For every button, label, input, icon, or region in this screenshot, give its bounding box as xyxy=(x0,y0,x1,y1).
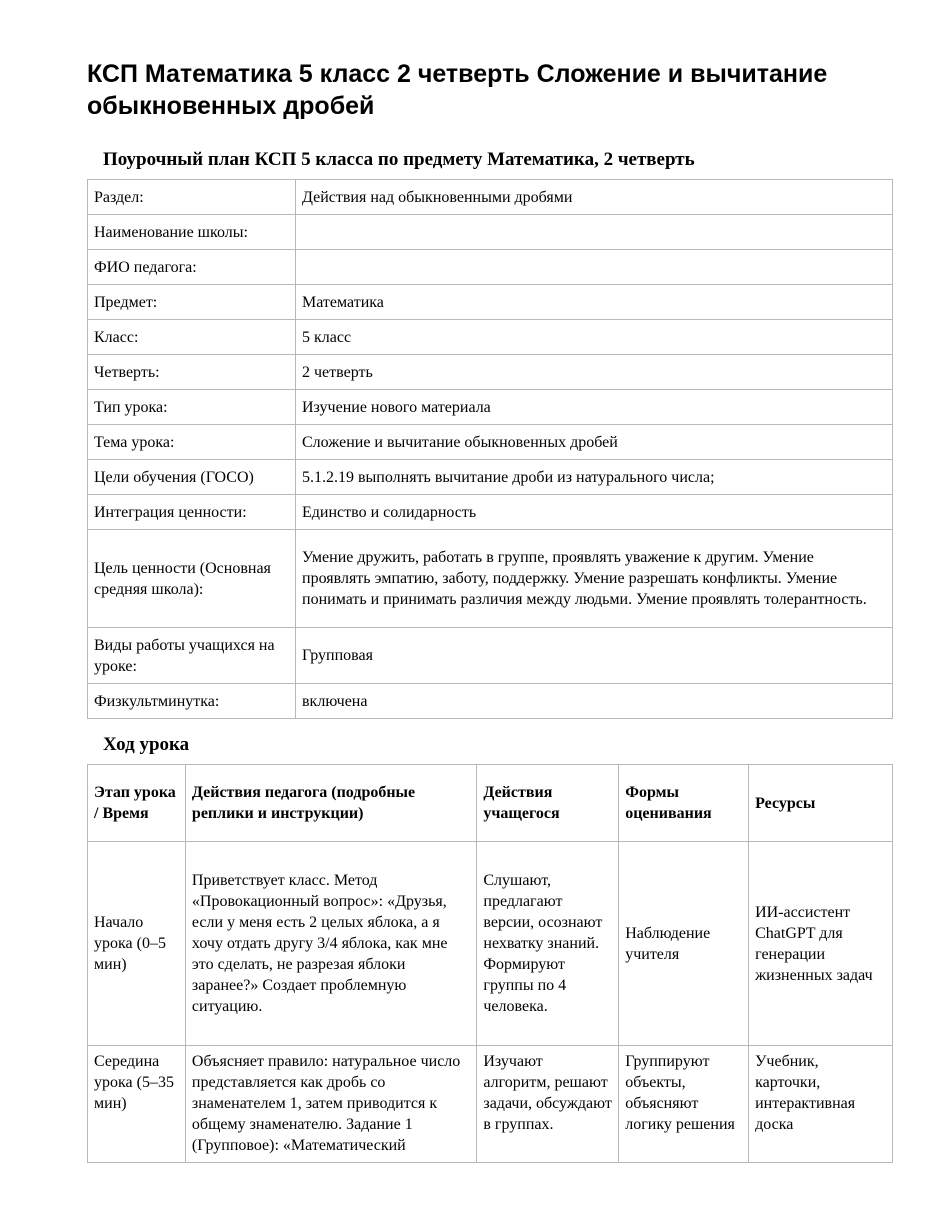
lesson-table xyxy=(87,764,893,1163)
row-label: Виды работы учащихся на уроке: xyxy=(88,628,296,684)
row-value: 5 класс xyxy=(296,320,893,355)
plan-heading: Поурочный план КСП 5 класса по предмету Математика, 2 четверть xyxy=(103,149,695,170)
row-value: Изучение нового материала xyxy=(296,390,893,425)
table-row xyxy=(88,842,893,1046)
table-row xyxy=(88,684,893,719)
row-value: включена xyxy=(296,684,893,719)
table-row xyxy=(88,425,893,460)
row-value: Действия над обыкновенными дробями xyxy=(296,180,893,215)
row-value: Единство и солидарность xyxy=(296,495,893,530)
row-value: Сложение и вычитание обыкновенных дробей xyxy=(296,425,893,460)
column-header: Ресурсы xyxy=(749,765,893,842)
row-label: Тип урока: xyxy=(88,390,296,425)
row-value: Математика xyxy=(296,285,893,320)
table-row xyxy=(88,1046,893,1163)
assessment-cell: Наблюдение учителя xyxy=(619,842,749,1046)
row-value: 5.1.2.19 выполнять вычитание дроби из натурального числа; xyxy=(296,460,893,495)
row-value: Групповая xyxy=(296,628,893,684)
lesson-heading: Ход урока xyxy=(103,734,190,755)
stage-cell: Начало урока (0–5 мин) xyxy=(88,842,186,1046)
table-row xyxy=(88,628,893,684)
row-label: Раздел: xyxy=(88,180,296,215)
row-label: Предмет: xyxy=(88,285,296,320)
student-actions-cell: Изучают алгоритм, решают задачи, обсуждают в группах. xyxy=(477,1046,619,1163)
table-row xyxy=(88,355,893,390)
table-row xyxy=(88,530,893,628)
document-title: КСП Математика 5 класс 2 четверть Сложение и вычитание обыкновенных дробей xyxy=(87,60,828,120)
row-label: Физкультминутка: xyxy=(88,684,296,719)
column-header: Этап урока / Время xyxy=(88,765,186,842)
row-label: ФИО педагога: xyxy=(88,250,296,285)
row-value xyxy=(296,215,893,250)
row-label: Интеграция ценности: xyxy=(88,495,296,530)
stage-cell: Середина урока (5–35 мин) xyxy=(88,1046,186,1163)
row-label: Цель ценности (Основная средняя школа): xyxy=(88,530,296,628)
table-row xyxy=(88,250,893,285)
resources-cell: ИИ-ассистент ChatGPT для генерации жизненных задач xyxy=(749,842,893,1046)
row-value xyxy=(296,250,893,285)
teacher-actions-cell: Приветствует класс. Метод «Провокационный вопрос»: «Друзья, если у меня есть 2 целых яблока, а я хочу отдать другу 3/4 яблока, как мне это сделать, не разрезая яблоки заранее?» Создает проблемную ситуацию. xyxy=(185,842,476,1046)
table-row xyxy=(88,320,893,355)
table-row xyxy=(88,215,893,250)
table-row xyxy=(88,390,893,425)
table-row xyxy=(88,495,893,530)
student-actions-cell: Слушают, предлагают версии, осознают нехватку знаний. Формируют группы по 4 человека. xyxy=(477,842,619,1046)
row-value: Умение дружить, работать в группе, проявлять уважение к другим. Умение проявлять эмпатию, заботу, поддержку. Умение разрешать конфликты. Умение понимать и принимать различия между людьми. Умение проявлять толерантность. xyxy=(296,530,893,628)
row-label: Наименование школы: xyxy=(88,215,296,250)
plan-table xyxy=(87,179,893,719)
row-label: Тема урока: xyxy=(88,425,296,460)
row-label: Класс: xyxy=(88,320,296,355)
table-row xyxy=(88,460,893,495)
table-row xyxy=(88,285,893,320)
row-label: Четверть: xyxy=(88,355,296,390)
table-header-row xyxy=(88,765,893,842)
resources-cell: Учебник, карточки, интерактивная доска xyxy=(749,1046,893,1163)
row-value: 2 четверть xyxy=(296,355,893,390)
teacher-actions-cell: Объясняет правило: натуральное число представляется как дробь со знаменателем 1, затем приводится к общему знаменателю. Задание 1 (Групповое): «Математический xyxy=(185,1046,476,1163)
column-header: Действия педагога (подробные реплики и инструкции) xyxy=(185,765,476,842)
assessment-cell: Группируют объекты, объясняют логику решения xyxy=(619,1046,749,1163)
table-row xyxy=(88,180,893,215)
column-header: Действия учащегося xyxy=(477,765,619,842)
column-header: Формы оценивания xyxy=(619,765,749,842)
row-label: Цели обучения (ГОСО) xyxy=(88,460,296,495)
